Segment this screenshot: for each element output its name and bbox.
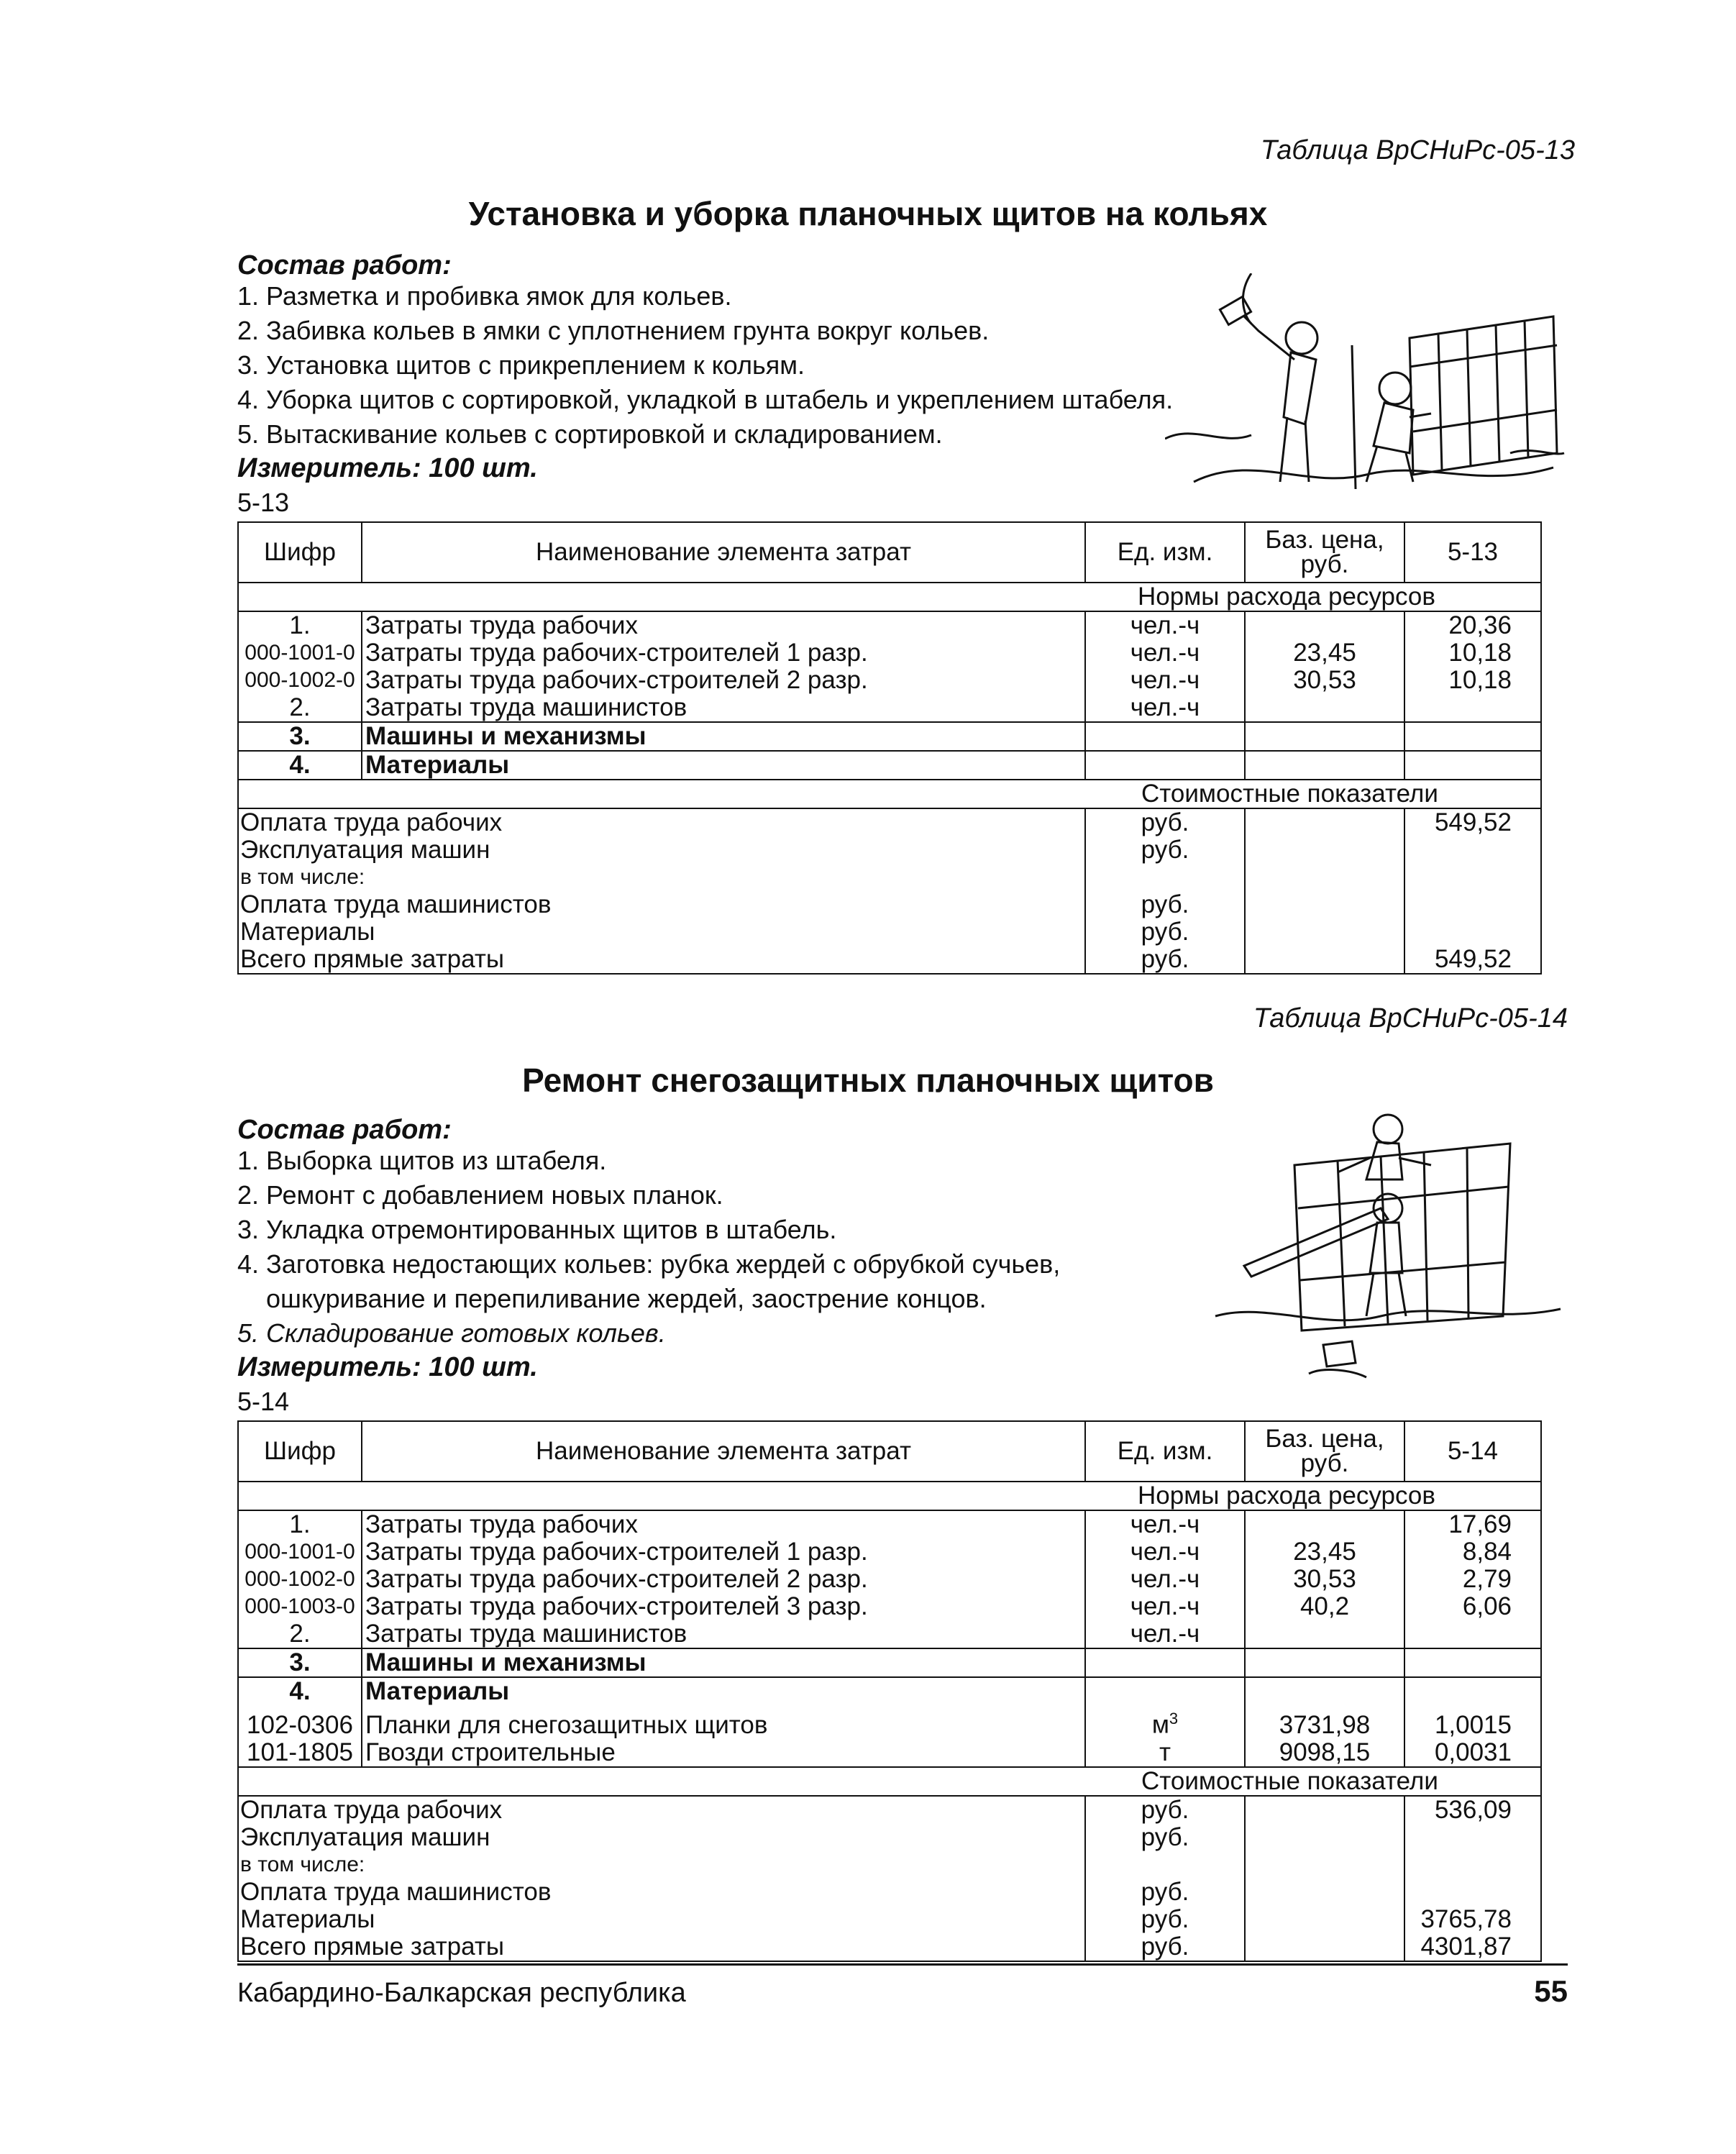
code-label-2: 5-14 — [237, 1387, 290, 1416]
work-list-2 — [237, 1144, 1060, 1351]
cost-row — [238, 1824, 1541, 1851]
unit-superscript: 3 — [1169, 1710, 1179, 1728]
row-name: Затраты труда машинистов — [362, 1620, 1085, 1648]
work-item: 1. Выборка щитов из штабеля. — [237, 1146, 607, 1175]
row-name: Машины и механизмы — [362, 722, 1085, 751]
cost-empty — [1245, 836, 1404, 864]
unit-text: м — [1151, 1710, 1169, 1739]
row-code: 2. — [238, 694, 362, 722]
table-row — [238, 1739, 1541, 1767]
cost-name: Оплата труда рабочих — [238, 808, 1085, 836]
cost-empty — [1245, 1933, 1404, 1961]
row-unit: чел.-ч — [1085, 667, 1245, 694]
row-unit — [1085, 1705, 1245, 1739]
row-name: Затраты труда машинистов — [362, 694, 1085, 722]
cost-row — [238, 836, 1541, 864]
row-name: Материалы — [362, 751, 1085, 780]
workers-fence-illustration — [1165, 273, 1568, 503]
row-unit — [1085, 722, 1245, 751]
cost-empty — [1245, 918, 1404, 946]
cost-unit: руб. — [1085, 1906, 1245, 1933]
cost-unit: руб. — [1085, 1933, 1245, 1961]
row-code: 1. — [238, 611, 362, 639]
norms-label-row — [238, 1482, 1541, 1510]
norms-label-row — [238, 583, 1541, 611]
cost-empty — [1245, 946, 1404, 974]
cost-label-row — [238, 1767, 1541, 1796]
cost-unit: руб. — [1085, 918, 1245, 946]
row-name: Гвозди строительные — [362, 1739, 1085, 1767]
sostav-label-2: Состав работ: — [237, 1115, 452, 1145]
work-item: 4. Заготовка недостающих кольев: рубка жердей с обрубкой сучьев, — [237, 1249, 1061, 1279]
row-name: Материалы — [362, 1677, 1085, 1705]
row-code: 000-1001-0 — [238, 1538, 362, 1566]
cost-row — [238, 946, 1541, 974]
work-item: 3. Укладка отремонтированных щитов в штабель. — [237, 1215, 837, 1244]
row-code: 000-1001-0 — [238, 639, 362, 667]
row-value: 17,69 — [1404, 1510, 1541, 1538]
row-value: 8,84 — [1404, 1538, 1541, 1566]
row-price — [1245, 1510, 1404, 1538]
cost-empty — [1245, 1906, 1404, 1933]
header-cell: Баз. цена, руб. — [1245, 522, 1404, 583]
row-code: 1. — [238, 1510, 362, 1538]
header-cell: Баз. цена, руб. — [1245, 1421, 1404, 1482]
row-unit: чел.-ч — [1085, 694, 1245, 722]
cost-label-row — [238, 780, 1541, 808]
row-price — [1245, 751, 1404, 780]
cost-empty — [1245, 1879, 1404, 1906]
cost-unit — [1085, 864, 1245, 891]
row-code: 3. — [238, 722, 362, 751]
row-value — [1404, 1648, 1541, 1677]
table-row — [238, 1510, 1541, 1538]
header-cell: Шифр — [238, 522, 362, 583]
row-name: Машины и механизмы — [362, 1648, 1085, 1677]
row-price — [1245, 1648, 1404, 1677]
row-name: Затраты труда рабочих-строителей 2 разр. — [362, 667, 1085, 694]
cost-unit: руб. — [1085, 891, 1245, 918]
row-code: 000-1003-0 — [238, 1593, 362, 1620]
work-item: 5. Вытаскивание кольев с сортировкой и складированием. — [237, 419, 943, 449]
sostav-label-1: Состав работ: — [237, 250, 452, 280]
page-number: 55 — [1534, 1974, 1568, 2008]
table-row — [238, 1677, 1541, 1705]
footer-divider — [237, 1963, 1568, 1966]
cost-unit: руб. — [1085, 808, 1245, 836]
table-row — [238, 751, 1541, 780]
meter-2: Измеритель: 100 шт. — [237, 1352, 538, 1382]
cost-name: Оплата труда машинистов — [238, 891, 1085, 918]
cost-row — [238, 864, 1541, 891]
row-name: Затраты труда рабочих-строителей 3 разр. — [362, 1593, 1085, 1620]
row-name: Затраты труда рабочих-строителей 1 разр. — [362, 639, 1085, 667]
cost-value — [1404, 864, 1541, 891]
table-header-row — [238, 1421, 1541, 1482]
cost-row — [238, 1796, 1541, 1824]
header-cell: Ед. изм. — [1085, 522, 1245, 583]
section-title-1: Установка и уборка планочных щитов на кольях — [468, 195, 1268, 232]
cost-value — [1404, 1824, 1541, 1851]
cost-unit: руб. — [1085, 1879, 1245, 1906]
cost-unit: руб. — [1085, 1796, 1245, 1824]
table-ref-1: Таблица ВрСНиРс-05-13 — [1260, 135, 1575, 165]
section-title-2: Ремонт снегозащитных планочных щитов — [522, 1062, 1214, 1099]
cost-value — [1404, 891, 1541, 918]
cost-name: Оплата труда машинистов — [238, 1879, 1085, 1906]
row-code: 102-0306 — [238, 1705, 362, 1739]
work-item: 1. Разметка и пробивка ямок для кольев. — [237, 281, 732, 311]
row-unit: чел.-ч — [1085, 1566, 1245, 1593]
row-value — [1404, 722, 1541, 751]
table-row — [238, 1705, 1541, 1739]
row-unit — [1085, 1677, 1245, 1705]
cost-value: 549,52 — [1404, 946, 1541, 974]
table-row — [238, 639, 1541, 667]
row-price: 30,53 — [1245, 667, 1404, 694]
table-row — [238, 1538, 1541, 1566]
table-row — [238, 667, 1541, 694]
header-cell: Наименование элемента затрат — [362, 522, 1085, 583]
workers-repair-illustration — [1208, 1100, 1568, 1388]
cost-row — [238, 808, 1541, 836]
row-unit — [1085, 751, 1245, 780]
table-row — [238, 694, 1541, 722]
cost-row — [238, 1933, 1541, 1961]
cost-value: 536,09 — [1404, 1796, 1541, 1824]
header-cell: 5-14 — [1404, 1421, 1541, 1482]
row-value — [1404, 1620, 1541, 1648]
work-item: 4. Уборка щитов с сортировкой, укладкой в штабель и укреплением штабеля. — [237, 385, 1174, 414]
row-price: 40,2 — [1245, 1593, 1404, 1620]
row-unit: чел.-ч — [1085, 1593, 1245, 1620]
row-name: Затраты труда рабочих — [362, 611, 1085, 639]
header-cell: 5-13 — [1404, 522, 1541, 583]
row-price: 23,45 — [1245, 1538, 1404, 1566]
row-value: 10,18 — [1404, 639, 1541, 667]
row-unit: чел.-ч — [1085, 1538, 1245, 1566]
row-name: Затраты труда рабочих — [362, 1510, 1085, 1538]
row-unit: чел.-ч — [1085, 611, 1245, 639]
cost-row — [238, 1879, 1541, 1906]
row-name: Затраты труда рабочих-строителей 2 разр. — [362, 1566, 1085, 1593]
row-code: 4. — [238, 751, 362, 780]
table-row — [238, 1648, 1541, 1677]
header-cell: Наименование элемента затрат — [362, 1421, 1085, 1482]
cost-label: Стоимостные показатели — [238, 780, 1541, 808]
cost-row — [238, 1851, 1541, 1879]
cost-empty — [1245, 1851, 1404, 1879]
cost-name: в том числе: — [238, 864, 1085, 891]
table-header-row — [238, 522, 1541, 583]
header-cell: Ед. изм. — [1085, 1421, 1245, 1482]
cost-empty — [1245, 891, 1404, 918]
row-price: 23,45 — [1245, 639, 1404, 667]
meter-1: Измеритель: 100 шт. — [237, 453, 538, 483]
row-value — [1404, 1677, 1541, 1705]
cost-value: 549,52 — [1404, 808, 1541, 836]
row-value: 20,36 — [1404, 611, 1541, 639]
norms-label: Нормы расхода ресурсов — [238, 1482, 1541, 1510]
work-item: ошкуривание и перепиливание жердей, заострение концов. — [266, 1284, 987, 1313]
work-item: 3. Установка щитов с прикреплением к кольям. — [237, 350, 805, 380]
row-code: 000-1002-0 — [238, 1566, 362, 1593]
cost-row — [238, 891, 1541, 918]
row-value — [1404, 694, 1541, 722]
row-price — [1245, 694, 1404, 722]
cost-name: Эксплуатация машин — [238, 1824, 1085, 1851]
cost-label: Стоимостные показатели — [238, 1767, 1541, 1796]
cost-name: Эксплуатация машин — [238, 836, 1085, 864]
norms-table-2 — [237, 1420, 1542, 1962]
row-value — [1404, 751, 1541, 780]
row-unit: чел.-ч — [1085, 639, 1245, 667]
row-price: 3731,98 — [1245, 1705, 1404, 1739]
row-code: 3. — [238, 1648, 362, 1677]
cost-unit: руб. — [1085, 1824, 1245, 1851]
row-value: 0,0031 — [1404, 1739, 1541, 1767]
row-value: 1,0015 — [1404, 1705, 1541, 1739]
table-row — [238, 1620, 1541, 1648]
work-item: 2. Забивка кольев в ямки с уплотнением грунта вокруг кольев. — [237, 316, 990, 345]
row-unit: чел.-ч — [1085, 1510, 1245, 1538]
cost-empty — [1245, 864, 1404, 891]
cost-name: Материалы — [238, 918, 1085, 946]
table-row — [238, 1566, 1541, 1593]
cost-name: в том числе: — [238, 1851, 1085, 1879]
table-row — [238, 722, 1541, 751]
work-list-1 — [237, 279, 1173, 452]
row-name: Планки для снегозащитных щитов — [362, 1705, 1085, 1739]
header-cell: Шифр — [238, 1421, 362, 1482]
row-code: 4. — [238, 1677, 362, 1705]
cost-name: Всего прямые затраты — [238, 1933, 1085, 1961]
row-price: 30,53 — [1245, 1566, 1404, 1593]
cost-unit — [1085, 1851, 1245, 1879]
cost-name: Оплата труда рабочих — [238, 1796, 1085, 1824]
row-price — [1245, 1620, 1404, 1648]
norms-label: Нормы расхода ресурсов — [238, 583, 1541, 611]
cost-empty — [1245, 1796, 1404, 1824]
cost-empty — [1245, 1824, 1404, 1851]
row-value: 6,06 — [1404, 1593, 1541, 1620]
cost-value: 4301,87 — [1404, 1933, 1541, 1961]
table-ref-2: Таблица ВрСНиРс-05-14 — [1253, 1003, 1568, 1033]
cost-unit: руб. — [1085, 946, 1245, 974]
cost-value — [1404, 918, 1541, 946]
work-item: 2. Ремонт с добавлением новых планок. — [237, 1180, 723, 1210]
cost-value — [1404, 836, 1541, 864]
cost-row — [238, 1906, 1541, 1933]
cost-value — [1404, 1879, 1541, 1906]
table-row — [238, 611, 1541, 639]
row-code: 000-1002-0 — [238, 667, 362, 694]
cost-value — [1404, 1851, 1541, 1879]
cost-value: 3765,78 — [1404, 1906, 1541, 1933]
footer-region: Кабардино-Балкарская республика — [237, 1978, 686, 2008]
row-price — [1245, 611, 1404, 639]
row-unit — [1085, 1648, 1245, 1677]
table-row — [238, 1593, 1541, 1620]
cost-empty — [1245, 808, 1404, 836]
row-value: 10,18 — [1404, 667, 1541, 694]
code-label-1: 5-13 — [237, 488, 290, 517]
work-item: 5. Складирование готовых кольев. — [237, 1318, 666, 1348]
row-price — [1245, 722, 1404, 751]
row-price: 9098,15 — [1245, 1739, 1404, 1767]
row-code: 101-1805 — [238, 1739, 362, 1767]
row-unit: т — [1085, 1739, 1245, 1767]
norms-table-1 — [237, 521, 1542, 975]
row-name: Затраты труда рабочих-строителей 1 разр. — [362, 1538, 1085, 1566]
cost-name: Всего прямые затраты — [238, 946, 1085, 974]
row-value: 2,79 — [1404, 1566, 1541, 1593]
row-unit: чел.-ч — [1085, 1620, 1245, 1648]
row-code: 2. — [238, 1620, 362, 1648]
cost-name: Материалы — [238, 1906, 1085, 1933]
row-price — [1245, 1677, 1404, 1705]
cost-unit: руб. — [1085, 836, 1245, 864]
cost-row — [238, 918, 1541, 946]
